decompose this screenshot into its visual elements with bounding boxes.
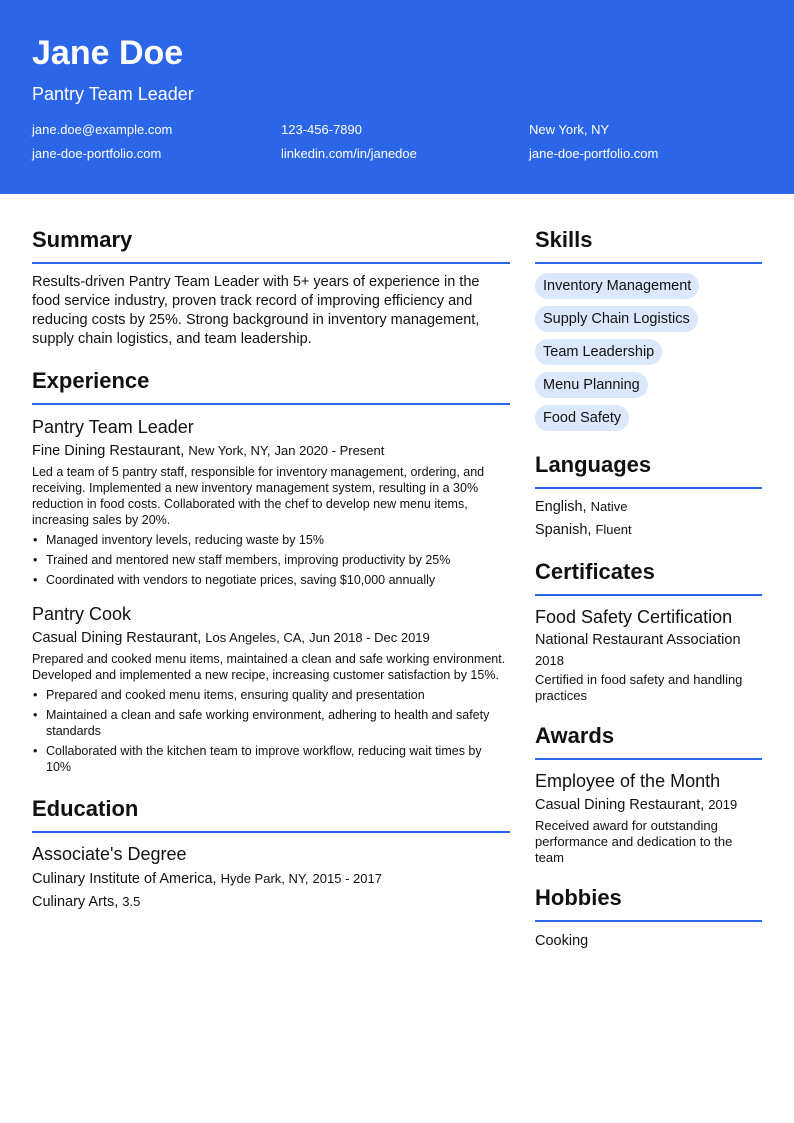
- hobby-item: Cooking: [535, 933, 589, 949]
- education-section: [32, 795, 510, 912]
- main-column: [32, 226, 510, 912]
- languages-heading: Languages: [535, 452, 652, 477]
- job-dates: Jun 2018 - Dec 2019: [309, 630, 430, 645]
- language-name: Spanish,: [535, 522, 592, 538]
- list-item: • Collaborated with the kitchen team to improve workflow, reducing wait times by 10%: [32, 743, 510, 775]
- school-location: Hyde Park, NY,: [220, 871, 309, 886]
- certificates-heading: Certificates: [535, 559, 655, 584]
- candidate-name: Jane Doe: [32, 34, 184, 72]
- awards-heading: Awards: [535, 723, 615, 748]
- certificate-year: 2018: [535, 653, 564, 668]
- language-level: Fluent: [595, 522, 632, 537]
- certificate-issuer: National Restaurant Association: [535, 632, 741, 648]
- gpa-value: 3.5: [122, 894, 141, 909]
- side-column: [535, 226, 762, 951]
- skills-list: [535, 273, 762, 438]
- section-divider: [535, 758, 762, 760]
- job-entry: [32, 415, 510, 588]
- award-issuer: Casual Dining Restaurant,: [535, 797, 705, 813]
- language-level: Native: [590, 499, 628, 514]
- job-entry: [32, 602, 510, 775]
- list-item: • Managed inventory levels, reducing waste by 15%: [32, 532, 510, 548]
- section-divider: [32, 262, 510, 264]
- skills-heading: Skills: [535, 227, 593, 252]
- job-dates: Jan 2020 - Present: [274, 443, 385, 458]
- hobbies-section: [535, 884, 762, 951]
- language-item: [535, 497, 762, 517]
- education-heading: Education: [32, 796, 139, 821]
- award-title: Employee of the Month: [535, 771, 721, 791]
- job-company: Fine Dining Restaurant,: [32, 443, 185, 459]
- job-location: New York, NY,: [188, 443, 271, 458]
- section-divider: [32, 403, 510, 405]
- award-meta: [535, 795, 762, 815]
- education-dates: 2015 - 2017: [312, 871, 382, 886]
- summary-heading: Summary: [32, 227, 133, 252]
- school-name: Culinary Institute of America,: [32, 871, 217, 887]
- job-bullets: [32, 532, 510, 588]
- job-bullets: [32, 687, 510, 775]
- job-location: Los Angeles, CA,: [205, 630, 306, 645]
- portfolio-link-secondary[interactable]: jane-doe-portfolio.com: [529, 146, 659, 161]
- language-item: [535, 520, 762, 540]
- award-year: 2019: [708, 797, 738, 812]
- linkedin-link[interactable]: linkedin.com/in/janedoe: [281, 146, 417, 161]
- degree-title: Associate's Degree: [32, 844, 187, 864]
- skills-section: [535, 226, 762, 438]
- candidate-title: Pantry Team Leader: [32, 84, 194, 104]
- education-meta: [32, 869, 510, 889]
- section-divider: [535, 920, 762, 922]
- phone-text: 123-456-7890: [281, 122, 362, 137]
- certificates-section: [535, 558, 762, 704]
- language-name: English,: [535, 499, 587, 515]
- resume-header: [0, 0, 794, 194]
- job-title: Pantry Cook: [32, 604, 132, 624]
- job-company: Casual Dining Restaurant,: [32, 630, 202, 646]
- job-meta: [32, 441, 510, 461]
- job-description: Prepared and cooked menu items, maintained a clean and safe working environment. Developed and implemented a new recipe, increasing customer satisfaction by 15%.: [32, 652, 506, 682]
- awards-section: [535, 722, 762, 866]
- email-link[interactable]: jane.doe@example.com: [32, 122, 173, 137]
- summary-text: Results-driven Pantry Team Leader with 5+ years of experience in the food service industry, proven track record of improving efficiency and reducing costs by 25%. Strong background in inventory management, supply chain logistics, and team leadership.: [32, 274, 480, 347]
- skill-pill: Menu Planning: [535, 372, 648, 398]
- education-field: [32, 892, 510, 912]
- languages-section: [535, 451, 762, 540]
- skill-pill: Inventory Management: [535, 273, 699, 299]
- certificate-description: Certified in food safety and handling practices: [535, 672, 743, 703]
- job-meta: [32, 628, 510, 648]
- list-item: • Coordinated with vendors to negotiate prices, saving $10,000 annually: [32, 572, 510, 588]
- experience-heading: Experience: [32, 368, 150, 393]
- portfolio-link[interactable]: jane-doe-portfolio.com: [32, 146, 162, 161]
- skill-pill: Team Leadership: [535, 339, 662, 365]
- skill-pill: Supply Chain Logistics: [535, 306, 698, 332]
- field-of-study: Culinary Arts,: [32, 894, 119, 910]
- experience-section: [32, 367, 510, 775]
- list-item: • Prepared and cooked menu items, ensuring quality and presentation: [32, 687, 510, 703]
- section-divider: [535, 594, 762, 596]
- job-description: Led a team of 5 pantry staff, responsible for inventory management, ordering, and receiving. Implemented a new inventory management system, resulting in a 30% reduction in food costs. Collaborated with the chef to develop new menu items, increasing sales by 20%.: [32, 465, 485, 527]
- list-item: • Trained and mentored new staff members, improving productivity by 25%: [32, 552, 510, 568]
- section-divider: [535, 487, 762, 489]
- award-description: Received award for outstanding performance and dedication to the team: [535, 818, 733, 865]
- list-item: • Maintained a clean and safe working environment, adhering to health and safety standards: [32, 707, 510, 739]
- hobbies-heading: Hobbies: [535, 885, 622, 910]
- job-title: Pantry Team Leader: [32, 417, 194, 437]
- location-text: New York, NY: [529, 122, 610, 137]
- section-divider: [32, 831, 510, 833]
- certificate-title: Food Safety Certification: [535, 607, 733, 627]
- skill-pill: Food Safety: [535, 405, 629, 431]
- summary-section: [32, 226, 510, 349]
- section-divider: [535, 262, 762, 264]
